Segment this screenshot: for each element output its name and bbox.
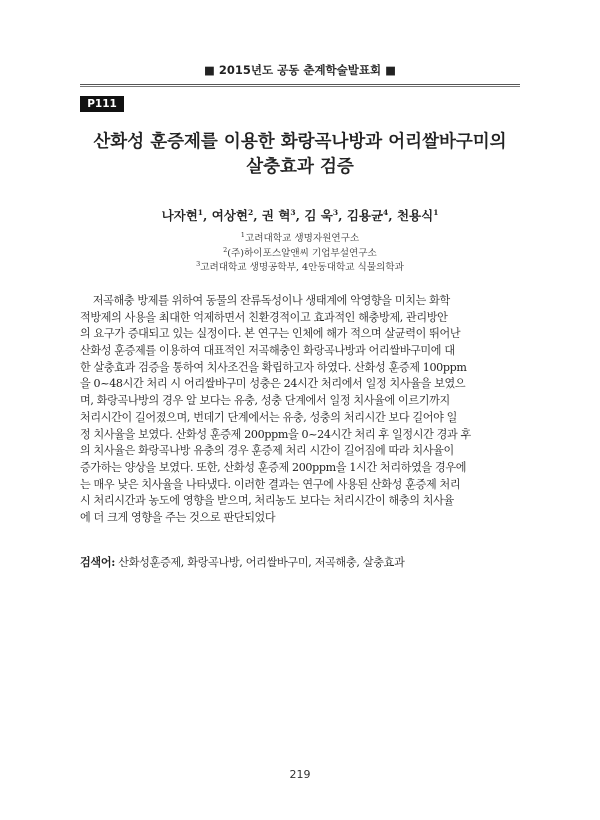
author-separator: , bbox=[203, 208, 212, 223]
affiliation-list bbox=[60, 232, 540, 276]
author-affiliation-mark: 3 bbox=[290, 207, 296, 217]
affiliation-line: $^2$(주)하이포스알앤씨 기업부설연구소 bbox=[223, 245, 377, 259]
keywords bbox=[80, 554, 520, 570]
author-name: 나자현 bbox=[161, 208, 198, 223]
author-name: 김용균 bbox=[346, 208, 384, 223]
abstract-line: 정 치사율을 보였다. 산화성 훈증제 200ppm을 0~24시간 처리 후 일정시간 경과 후 bbox=[80, 427, 471, 441]
author-separator: , bbox=[253, 208, 262, 223]
header-rule bbox=[80, 84, 520, 85]
abstract-line: 저곡해충 방제를 위하여 동물의 잔류독성이나 생태계에 악영향을 미치는 화학 bbox=[80, 294, 450, 307]
abstract-line: 을 0~48시간 처리 시 어리쌀바구미 성충은 24시간 처리에서 일정 치사율을 보였으 bbox=[80, 377, 466, 391]
author-separator: , bbox=[338, 208, 347, 223]
header-rule-thin bbox=[80, 86, 520, 87]
author-name: 여상현 bbox=[211, 208, 248, 223]
abstract-line: 산화성 훈증제를 이용하여 대표적인 저곡해충인 화랑곡나방과 어리쌀바구미에 대 bbox=[80, 344, 455, 358]
abstract-line: 한 살충효과 검증을 통하여 치사조건을 확립하고자 하였다. 산화성 훈증제 100ppm bbox=[80, 360, 467, 374]
abstract-line: 시 처리시간과 농도에 영향을 받으며, 처리농도 보다는 처리시간이 해충의 치사율 bbox=[80, 494, 454, 508]
abstract-line: 증가하는 양상을 보였다. 또한, 산화성 훈증제 200ppm을 1시간 처리하였을 경우에 bbox=[80, 460, 467, 474]
abstract-line: 의 치사율은 화랑곡나방 유충의 경우 훈증제 처리 시간이 길어짐에 따라 치사율이 bbox=[80, 444, 454, 458]
keywords-label: 검색어: bbox=[80, 556, 116, 569]
abstract-line: 는 매우 낮은 치사율을 나타냈다. 이러한 결과는 연구에 사용된 산화성 훈증제 처리 bbox=[80, 477, 461, 491]
paper-title-line-1: 산화성 훈증제를 이용한 화랑곡나방과 어리쌀바구미의 bbox=[93, 132, 507, 152]
paper-title-line-2: 살충효과 검증 bbox=[246, 157, 354, 177]
paper-title bbox=[60, 130, 540, 180]
abstract-body bbox=[80, 293, 520, 527]
affiliation-line: $^3$고려대학교 생명공학부, 4안동대학교 식물의학과 bbox=[196, 259, 404, 273]
abstract-line: 적방제의 사용을 최대한 억제하면서 친환경적이고 효과적인 해충방제, 관리방안 bbox=[80, 310, 448, 324]
page-number: 219 bbox=[289, 768, 311, 781]
author-affiliation-mark: 4 bbox=[383, 207, 389, 217]
author-name: 권 혁 bbox=[261, 208, 291, 223]
author-list bbox=[60, 206, 540, 224]
affiliation-line: $^1$고려대학교 생명자원연구소 bbox=[240, 230, 360, 244]
author-affiliation-mark: 1 bbox=[197, 207, 204, 217]
keywords-text: 산화성훈증제, 화랑곡나방, 어리쌀바구미, 저곡해충, 살충효과 bbox=[115, 556, 405, 569]
author-name: 천용식 bbox=[396, 208, 434, 223]
poster-id-badge: P111 bbox=[80, 96, 124, 112]
author-name: 김 욱 bbox=[304, 208, 333, 223]
abstract-line: 의 요구가 증대되고 있는 실정이다. 본 연구는 인체에 해가 적으며 살균력이 뛰어난 bbox=[80, 327, 461, 341]
abstract-line: 며, 화랑곡나방의 경우 알 보다는 유충, 성충 단계에서 일정 치사율에 이르기까지 bbox=[80, 394, 450, 408]
abstract-line: 에 더 크게 영향을 주는 것으로 판단되었다 bbox=[80, 510, 276, 524]
author-separator: , bbox=[388, 208, 397, 223]
author-affiliation-mark: 2 bbox=[247, 207, 254, 217]
author-separator: , bbox=[295, 208, 305, 223]
author-affiliation-mark: 1 bbox=[433, 207, 439, 217]
abstract-line: 처리시간이 길어졌으며, 번데기 단계에서는 유충, 성충의 처리시간 보다 길어야 일 bbox=[80, 410, 458, 424]
conference-header: ■ 2015년도 공동 춘계학술발표회 ■ bbox=[204, 63, 396, 77]
author-affiliation-mark: 3 bbox=[332, 207, 339, 217]
